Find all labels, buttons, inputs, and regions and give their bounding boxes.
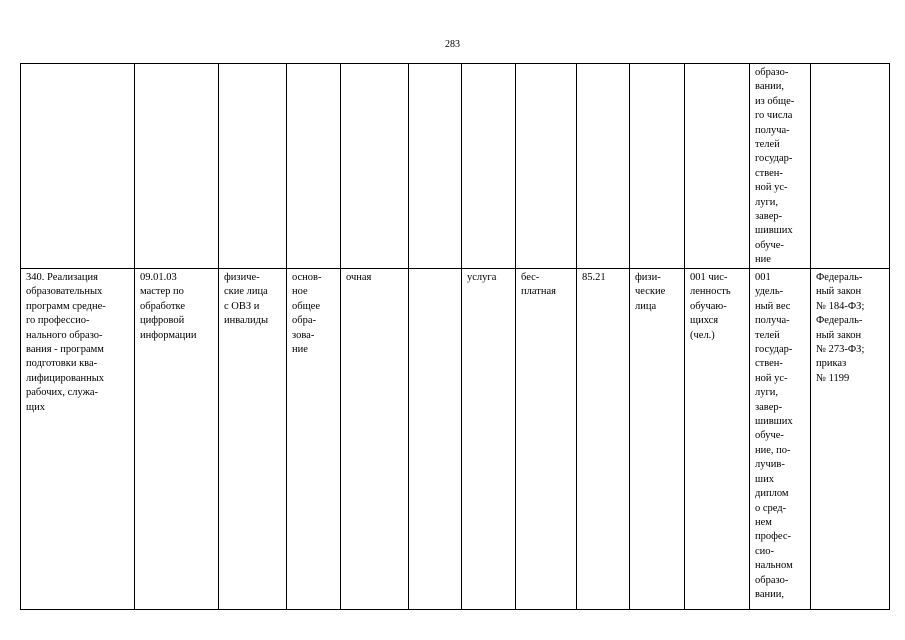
table-row — [21, 64, 890, 269]
table-cell — [409, 64, 462, 269]
table-cell — [21, 64, 135, 269]
table-cell — [516, 64, 577, 269]
table-cell — [341, 64, 409, 269]
table-cell — [685, 64, 750, 269]
table-cell — [287, 64, 341, 269]
services-table — [20, 63, 890, 610]
table-cell: 001 чис- ленность обучаю- щихся (чел.) — [685, 269, 750, 610]
table-cell: Федераль- ный закон № 184-ФЗ; Федераль- ный закон № 273-ФЗ; приказ № 1199 — [811, 269, 890, 610]
table-cell — [409, 269, 462, 610]
table-cell: образо- вании, из обще- го числа получа- телей государ- ствен- ной ус- луги, завер- шивших обуче- ние — [750, 64, 811, 269]
table-row — [21, 269, 890, 610]
table-cell: основ- ное общее обра- зова- ние — [287, 269, 341, 610]
table-cell: 001 удель- ный вес получа- телей государ- ствен- ной ус- луги, завер- шивших обуче- ние, по- лучив- ших диплом о сред- нем профес- сио- нальном образо- вании, — [750, 269, 811, 610]
table-cell: бес- платная — [516, 269, 577, 610]
table-cell: физи- ческие лица — [630, 269, 685, 610]
table-cell — [219, 64, 287, 269]
table-cell — [135, 64, 219, 269]
table-cell: 85.21 — [577, 269, 630, 610]
table-cell: физиче- ские лица с ОВЗ и инвалиды — [219, 269, 287, 610]
table-cell — [811, 64, 890, 269]
table-cell: услуга — [462, 269, 516, 610]
page-number: 283 — [445, 39, 460, 50]
table-cell: очная — [341, 269, 409, 610]
table-cell — [630, 64, 685, 269]
table-cell — [577, 64, 630, 269]
table-cell — [462, 64, 516, 269]
table-cell: 09.01.03 мастер по обработке цифровой информации — [135, 269, 219, 610]
table-cell: 340. Реализация образовательных программ средне- го профессио- нального образо- вания - программ подготовки ква- лифицированных рабочих, служа- щих — [21, 269, 135, 610]
